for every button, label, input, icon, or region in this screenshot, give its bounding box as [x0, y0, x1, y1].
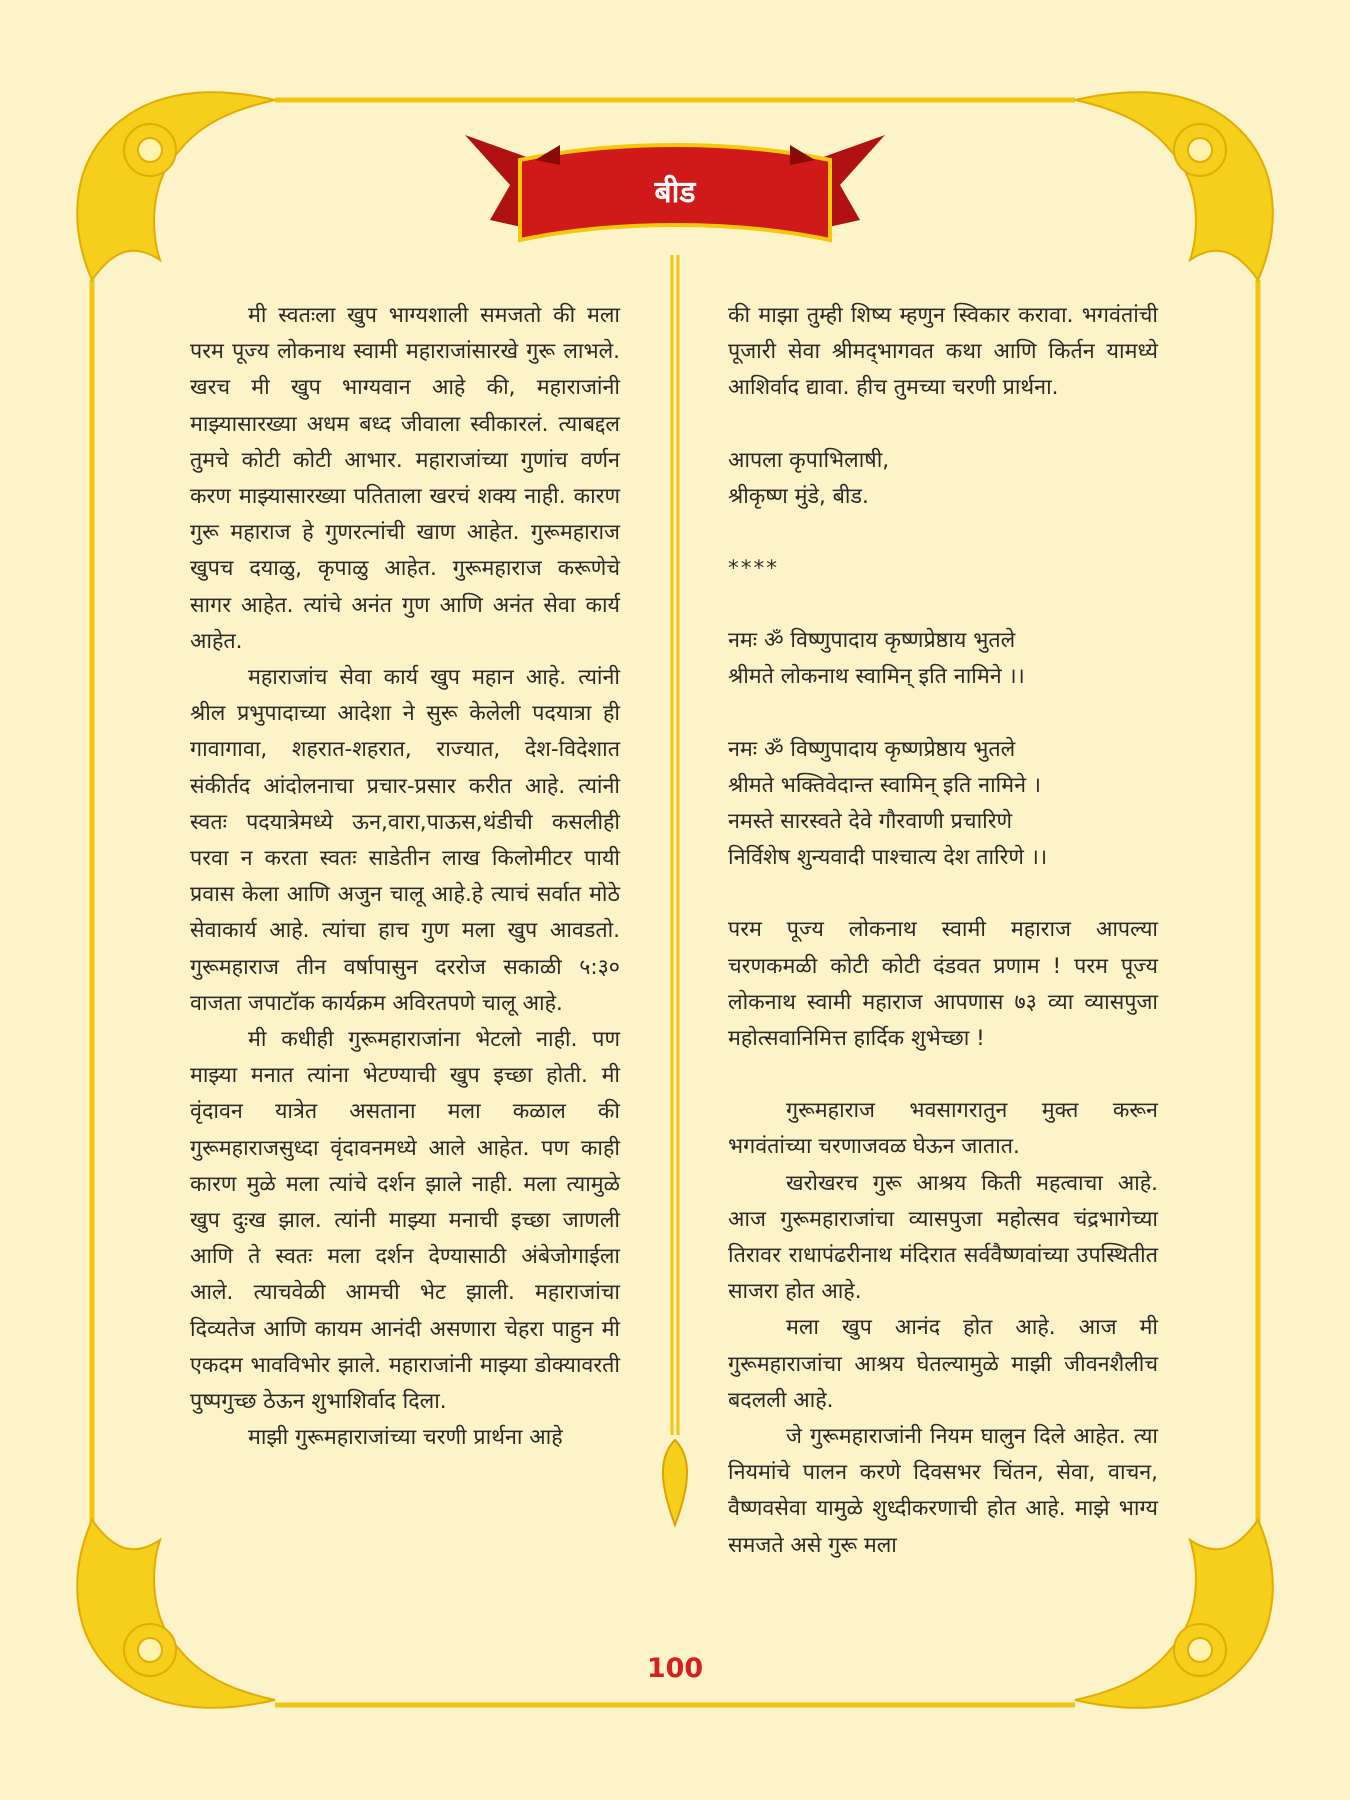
prayer-1-line-1: नमः ॐ विष्णुपादाय कृष्णप्रेष्ठाय भुतले: [728, 628, 1016, 654]
column-divider-icon: [640, 255, 710, 1575]
left-paragraph-2: महाराजांच सेवा कार्य खुप महान आहे. त्यांनी श्रील प्रभुपादाच्या आदेशा ने सुरू केलेली पदयात्रा ही गावागावा, शहरात-शहरात, राज्यात, देश-विदेशात संकीर्तद आंदोलनाचा प्रचार-प्रसार करीत आहे. त्यांनी स्वतः पदयात्रेमध्ये ऊन,वारा,पाऊस,थंडीची कसलीही परवा न करता स्वतः साडेतीन लाख किलोमीटर पायी प्रवास केला आणि अजुन चालू आहे.हे त्याचं सर्वात मोठे सेवाकार्य आहे. त्यांचा हाच गुण मला खुप आवडतो. गुरूमहाराज तीन वर्षापासुन दररोज सकाळी ५:३० वाजता जपाटॉक कार्यक्रम अविरतपणे चालू आहे.: [190, 665, 620, 1016]
prayer-2-line-1: नमः ॐ विष्णुपादाय कृष्णप्रेष्ठाय भुतले: [728, 736, 1016, 762]
left-paragraph-4: माझी गुरूमहाराजांच्या चरणी प्रार्थना आहे: [248, 1425, 563, 1451]
corner-ornament-icon: [77, 1520, 275, 1708]
page-title: बीड: [654, 175, 696, 210]
corner-ornament-icon: [77, 92, 275, 280]
right-paragraph-b: खरोखरच गुरू आश्रय किती महत्वाचा आहे. आज गुरूमहाराजांचा व्यासपुजा महोत्सव चंद्रभागेच्या तिरावर राधापंढरीनाथ मंदिरात सर्ववैष्णवांच्या उपस्थितीत साजरा होत आहे.: [728, 1170, 1158, 1305]
signature-line-2: श्रीकृष्ण मुंडे, बीड.: [728, 483, 869, 509]
greeting-paragraph: परम पूज्य लोकनाथ स्वामी महाराज आपल्या चरणकमळी कोटी कोटी दंडवत प्रणाम ! परम पूज्य लोकनाथ स्वामी महाराज आपणास ७३ व्या व्यासपुजा महोत्सवानिमित्त हार्दिक शुभेच्छा !: [728, 917, 1158, 1052]
right-column: [728, 298, 1158, 1564]
prayer-2-line-3: नमस्ते सारस्वते देवे गौरवाणी प्रचारिणे: [728, 809, 1013, 835]
left-column: [190, 298, 620, 1457]
right-paragraph-c: मला खुप आनंद होत आहे. आज मी गुरूमहाराजांचा आश्रय घेतल्यामुळे माझी जीवनशैलीच बदलली आहे.: [728, 1315, 1158, 1413]
prayer-2-line-4: निर्विशेष शुन्यवादी पाश्चात्य देश तारिणे ।।: [728, 845, 1048, 871]
right-paragraph-d: जे गुरूमहाराजांनी नियम घालुन दिले आहेत. त्या नियमांचे पालन करणे दिवसभर चिंतन, सेवा, वाचन, वैष्णवसेवा यामुळे शुध्दीकरणाची होत आहे. माझे भाग्य समजते असे गुरू मला: [728, 1424, 1158, 1558]
corner-ornament-icon: [1075, 92, 1273, 280]
prayer-2-line-2: श्रीमते भक्तिवेदान्त स्वामिन् इति नामिने ।: [728, 772, 1041, 798]
signature-line-1: आपला कृपाभिलाषी,: [728, 447, 890, 473]
separator-stars: ****: [728, 556, 779, 582]
right-paragraph-a: गुरूमहाराज भवसागरातुन मुक्त करून भगवंतांच्या चरणाजवळ घेऊन जातात.: [728, 1098, 1158, 1160]
right-paragraph-1: की माझा तुम्ही शिष्य म्हणुन स्विकार करावा. भगवंतांची पूजारी सेवा श्रीमद्‌भागवत कथा आणि किर्तन यामध्ये आशिर्वाद द्यावा. हीच तुमच्या चरणी प्रार्थना.: [728, 303, 1158, 401]
left-paragraph-1: मी स्वतःला खुप भाग्यशाली समजतो की मला परम पूज्य लोकनाथ स्वामी महाराजांसारखे गुरू लाभले. खरच मी खुप भाग्यवान आहे की, महाराजांनी माझ्यासारख्या अधम बध्द जीवाला स्वीकारलं. त्याबद्दल तुमचे कोटी कोटी आभार. महाराजांच्या गुणांच वर्णन करण माझ्यासारख्या पतिताला खरचं शक्य नाही. कारण गुरू महाराज हे गुणरत्नांची खाण आहेत. गुरूमहाराज खुपच दयाळु, कृपाळु आहेत. गुरूमहाराज करूणेचे सागर आहेत. त्यांचे अनंत गुण आणि अनंत सेवा कार्य आहेत.: [190, 303, 620, 654]
prayer-1-line-2: श्रीमते लोकनाथ स्वामिन् इति नामिने ।।: [728, 664, 1025, 690]
page-number: 100: [646, 1653, 704, 1684]
left-paragraph-3: मी कधीही गुरूमहाराजांना भेटलो नाही. पण माझ्या मनात त्यांना भेटण्याची खुप इच्छा होती. मी वृंदावन यात्रेत असताना मला कळाल की गुरूमहाराजसुध्दा वृंदावनमध्ये आले आहेत. पण काही कारण मुळे मला त्यांचे दर्शन झाले नाही. मला त्यामुळे खुप दुःख झाल. त्यांनी माझ्या मनाची इच्छा जाणली आणि ते स्वतः मला दर्शन देण्यासाठी अंबेजोगाईला आले. त्याचवेळी आमची भेट झाली. महाराजांचा दिव्यतेज आणि कायम आनंदी असणारा चेहरा पाहुन मी एकदम भावविभोर झाले. महाराजांनी माझ्या डोक्यावरती पुष्पगुच्छ ठेऊन शुभाशिर्वाद दिला.: [190, 1027, 620, 1415]
